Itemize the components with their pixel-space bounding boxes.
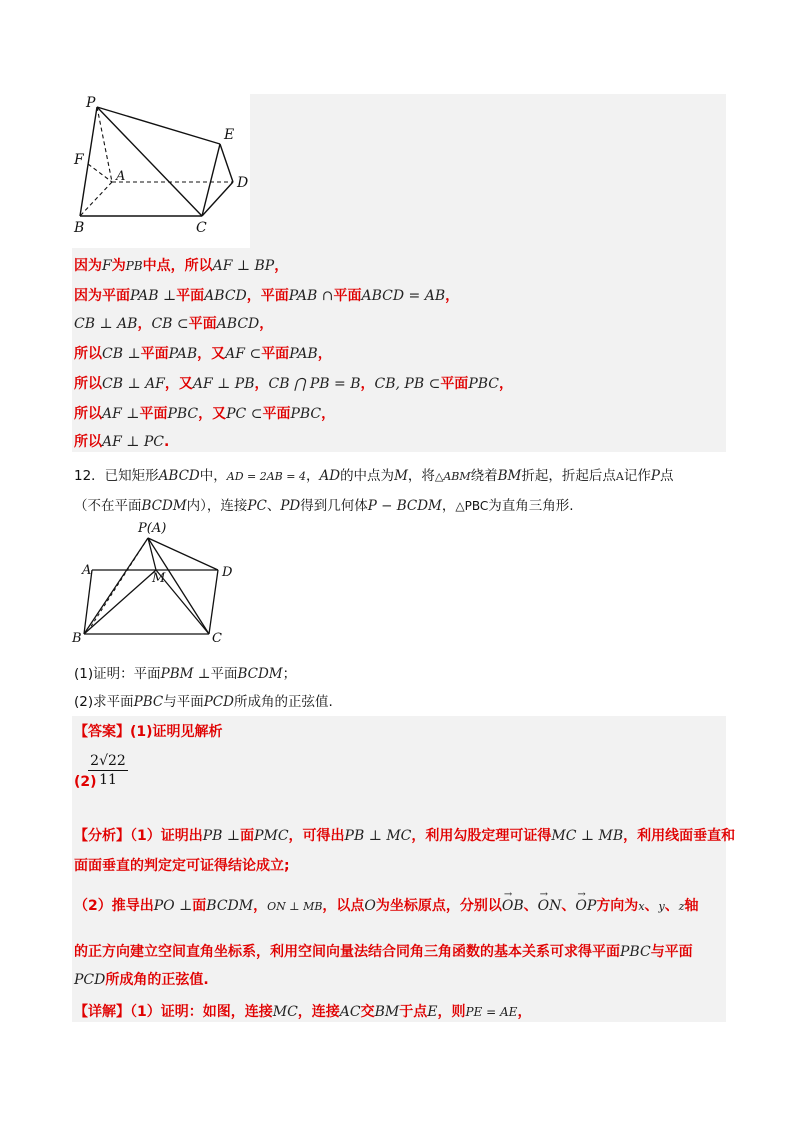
analysis-line-2: 面面垂直的判定定可证得结论成立; [74, 858, 290, 874]
subquestion-2: (2)求平面PBC与平面PCD所成角的正弦值. [74, 694, 333, 710]
label-f: F [74, 152, 84, 168]
proof-line-2: 因为平面PAB ⊥平面ABCD，平面PAB ∩平面ABCD = AB， [74, 288, 460, 304]
figure-folded-rectangle [70, 518, 250, 646]
analysis-line-5: PCD所成角的正弦值. [74, 972, 209, 988]
label-e: E [224, 127, 235, 143]
analysis-line-3: （2）推导出PO ⊥面BCDM，ON ⊥ MB，以点O为坐标原点，分别以→ OB、→ ON、→ OP方向为x、y、z轴 [74, 896, 699, 917]
proof-line-7: 所以AF ⊥ PC. [74, 434, 170, 450]
proof-line-4: 所以CB ⊥平面PAB，又AF ⊂平面PAB， [74, 346, 332, 362]
fraction-numerator: 2√22 [88, 752, 128, 771]
detail-line-1: 【详解】（1）证明：如图，连接MC，连接AC交BM于点E，则PE = AE， [74, 1004, 532, 1020]
question-12-line-2: （不在平面BCDM内），连接PC、PD得到几何体P − BCDM，△PBC为直角三角形. [74, 498, 574, 514]
answer-label: 【答案】(1)证明见解析 [74, 724, 223, 740]
label-a2: A [82, 563, 92, 578]
label-b: B [74, 220, 85, 236]
proof-line-3: CB ⊥ AB，CB ⊂平面ABCD， [74, 316, 274, 332]
proof-line-6: 所以AF ⊥平面PBC，又PC ⊂平面PBC， [74, 406, 336, 422]
label-d2: D [222, 565, 233, 580]
label-c2: C [212, 631, 222, 646]
proof-shade-top [250, 94, 726, 248]
label-d: D [237, 175, 249, 191]
proof-line-1: 因为F为PB中点，所以AF ⊥ BP， [74, 258, 289, 274]
question-12-line-1: 12．已知矩形ABCD中，AD = 2AB = 4，AD的中点为M，将△ABM绕着BM折起，折起后点A记作P点 [74, 468, 674, 484]
label-p: P [86, 95, 96, 111]
fraction-denominator: 11 [99, 772, 117, 788]
label-pa: P(A) [138, 521, 167, 536]
label-a: A [116, 169, 126, 184]
answer-part-2: (2) [74, 774, 97, 790]
label-b2: B [72, 631, 82, 646]
analysis-line-1: 【分析】（1）证明出PB ⊥面PMC，可得出PB ⊥ MC，利用勾股定理可证得MC ⊥ MB，利用线面垂直和 [74, 828, 736, 844]
label-m: M [152, 571, 166, 586]
analysis-line-4: 的正方向建立空间直角坐标系，利用空间向量法结合同角三角函数的基本关系可求得平面PBC与平面 [74, 944, 693, 960]
proof-line-5: 所以CB ⊥ AF，又AF ⊥ PB，CB ⋂ PB = B，CB, PB ⊂平面PBC， [74, 376, 513, 392]
figure-pyramid-1 [72, 92, 252, 240]
label-c: C [196, 220, 207, 236]
subquestion-1: (1)证明：平面PBM ⊥平面BCDM； [74, 666, 297, 682]
